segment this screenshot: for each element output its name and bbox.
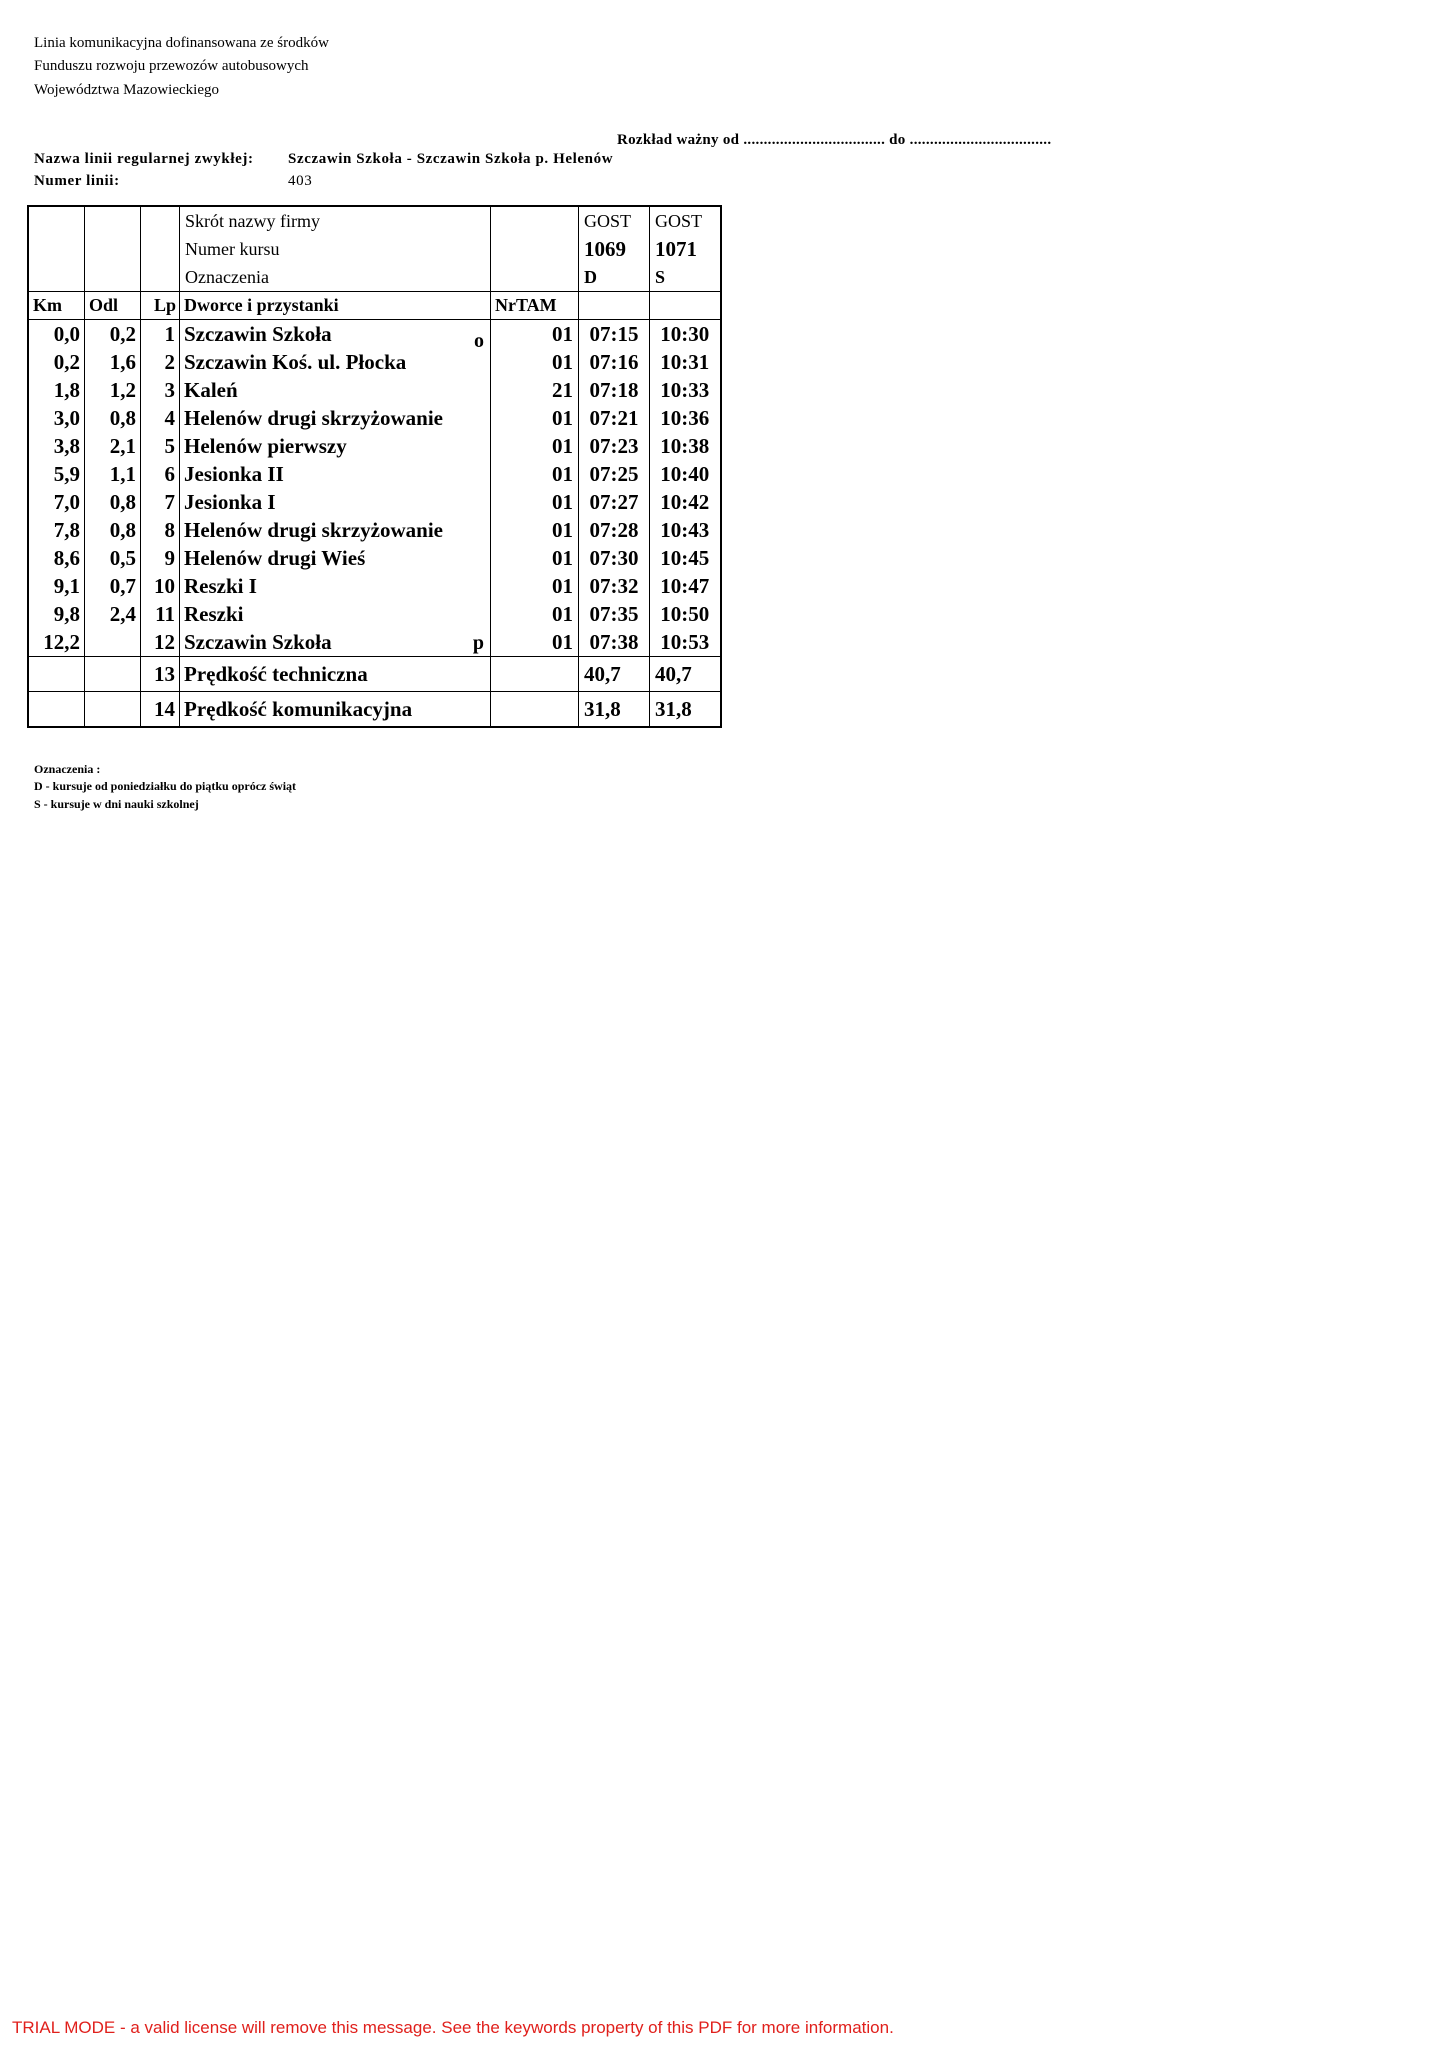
lp-cell: 3 <box>141 376 180 404</box>
lp-cell: 4 <box>141 404 180 432</box>
speed-label: Prędkość komunikacyjna <box>180 692 491 728</box>
time-course-1: 07:38 <box>579 628 650 657</box>
table-row <box>28 488 721 516</box>
stop-name: Kaleń <box>184 377 238 402</box>
stop-name-cell <box>180 628 491 657</box>
km-cell: 1,8 <box>28 376 85 404</box>
odl-cell: 0,8 <box>85 516 141 544</box>
nrtam-cell: 01 <box>491 404 579 432</box>
time-course-2: 10:40 <box>650 460 721 488</box>
lp-cell: 12 <box>141 628 180 657</box>
lp-cell: 2 <box>141 348 180 376</box>
validity-period: Rozkład ważny od ................................... do ................................... <box>617 132 1052 148</box>
table-row <box>28 376 721 404</box>
lp-cell: 6 <box>141 460 180 488</box>
time-course-1: 07:30 <box>579 544 650 572</box>
line-number-row <box>34 173 313 190</box>
time-course-2: 10:53 <box>650 628 721 657</box>
company-label: Skrót nazwy firmy <box>180 206 491 235</box>
nrtam-cell: 01 <box>491 320 579 349</box>
time-course-1: 07:23 <box>579 432 650 460</box>
course-number-row <box>28 235 721 263</box>
lp-cell: 9 <box>141 544 180 572</box>
speed-label: Prędkość techniczna <box>180 657 491 692</box>
km-cell: 0,2 <box>28 348 85 376</box>
stop-mark: p <box>472 632 484 654</box>
table-row <box>28 432 721 460</box>
speed-course-1: 40,7 <box>579 657 650 692</box>
stop-name-cell <box>180 320 491 352</box>
km-cell: 7,0 <box>28 488 85 516</box>
legend-title: Oznaczenia : <box>34 762 101 776</box>
stop-mark: o <box>474 330 484 352</box>
table-row <box>28 544 721 572</box>
stop-name-cell <box>180 544 491 572</box>
nrtam-cell: 01 <box>491 488 579 516</box>
stop-name: Jesionka II <box>184 461 284 486</box>
time-course-2: 10:31 <box>650 348 721 376</box>
odl-cell: 0,8 <box>85 404 141 432</box>
time-course-1: 07:18 <box>579 376 650 404</box>
odl-cell: 0,7 <box>85 572 141 600</box>
col-km: Km <box>28 292 85 320</box>
col-stops: Dworce i przystanki <box>180 292 491 320</box>
odl-cell: 1,6 <box>85 348 141 376</box>
km-cell: 9,8 <box>28 600 85 628</box>
legend-item-s: S - kursuje w dni nauki szkolnej <box>34 797 199 811</box>
col-nrtam: NrTAM <box>491 292 579 320</box>
lp-cell: 1 <box>141 320 180 349</box>
time-course-1: 07:27 <box>579 488 650 516</box>
course-1-company: GOST <box>579 206 650 235</box>
km-cell: 8,6 <box>28 544 85 572</box>
odl-cell: 1,2 <box>85 376 141 404</box>
stop-name: Szczawin Koś. ul. Płocka <box>184 349 407 374</box>
nrtam-cell: 01 <box>491 544 579 572</box>
line-number-value: 403 <box>288 173 313 189</box>
speed-course-2: 31,8 <box>650 692 721 728</box>
lp-cell: 7 <box>141 488 180 516</box>
lp-cell: 5 <box>141 432 180 460</box>
nrtam-cell: 01 <box>491 432 579 460</box>
time-course-1: 07:32 <box>579 572 650 600</box>
course-2-company: GOST <box>650 206 721 235</box>
odl-cell: 0,8 <box>85 488 141 516</box>
table-row <box>28 320 721 349</box>
table-row <box>28 516 721 544</box>
marks-row <box>28 263 721 292</box>
funding-note-line-3: Województwa Mazowieckiego <box>34 82 219 98</box>
time-course-2: 10:38 <box>650 432 721 460</box>
stop-name: Helenów drugi skrzyżowanie <box>184 517 443 542</box>
lp-cell: 11 <box>141 600 180 628</box>
time-course-2: 10:43 <box>650 516 721 544</box>
course-1-mark: D <box>579 263 650 292</box>
time-course-2: 10:47 <box>650 572 721 600</box>
table-row <box>28 404 721 432</box>
time-course-2: 10:36 <box>650 404 721 432</box>
time-course-1: 07:15 <box>579 320 650 349</box>
odl-cell: 0,2 <box>85 320 141 349</box>
stop-name: Jesionka I <box>184 489 276 514</box>
stop-name-cell <box>180 516 491 544</box>
table-row <box>28 600 721 628</box>
stop-name: Helenów pierwszy <box>184 433 347 458</box>
lp-cell: 14 <box>141 692 180 728</box>
speed-course-2: 40,7 <box>650 657 721 692</box>
time-course-1: 07:21 <box>579 404 650 432</box>
time-course-1: 07:16 <box>579 348 650 376</box>
funding-note-line-2: Funduszu rozwoju przewozów autobusowych <box>34 58 309 74</box>
nrtam-cell: 01 <box>491 516 579 544</box>
stop-name: Helenów drugi Wieś <box>184 545 366 570</box>
time-course-2: 10:30 <box>650 320 721 349</box>
odl-cell <box>85 628 141 657</box>
time-course-1: 07:28 <box>579 516 650 544</box>
time-course-2: 10:50 <box>650 600 721 628</box>
time-course-1: 07:35 <box>579 600 650 628</box>
stop-name: Szczawin Szkoła <box>184 629 332 654</box>
nrtam-cell: 01 <box>491 348 579 376</box>
lp-cell: 10 <box>141 572 180 600</box>
stop-name: Reszki <box>184 601 244 626</box>
time-course-2: 10:45 <box>650 544 721 572</box>
stop-name-cell <box>180 488 491 516</box>
marks-label: Oznaczenia <box>180 263 491 292</box>
line-name-value: Szczawin Szkoła - Szczawin Szkoła p. Helenów <box>288 151 614 167</box>
time-course-1: 07:25 <box>579 460 650 488</box>
course-1-number: 1069 <box>579 235 650 263</box>
timetable <box>27 205 722 728</box>
odl-cell: 1,1 <box>85 460 141 488</box>
nrtam-cell: 01 <box>491 460 579 488</box>
table-row <box>28 460 721 488</box>
line-name-label: Nazwa linii regularnej zwykłej: <box>34 151 254 167</box>
company-row <box>28 206 721 235</box>
km-cell: 5,9 <box>28 460 85 488</box>
nrtam-cell: 01 <box>491 600 579 628</box>
nrtam-cell: 01 <box>491 628 579 657</box>
col-lp: Lp <box>141 292 180 320</box>
stop-name: Reszki I <box>184 573 257 598</box>
km-cell: 3,8 <box>28 432 85 460</box>
stop-name-cell <box>180 348 491 376</box>
km-cell: 12,2 <box>28 628 85 657</box>
col-odl: Odl <box>85 292 141 320</box>
km-cell: 0,0 <box>28 320 85 349</box>
stop-name-cell <box>180 572 491 600</box>
technical-speed-row <box>28 657 721 692</box>
km-cell: 3,0 <box>28 404 85 432</box>
stop-name-cell <box>180 432 491 460</box>
table-row <box>28 348 721 376</box>
legend-item-d: D - kursuje od poniedziałku do piątku oprócz świąt <box>34 779 297 793</box>
time-course-2: 10:42 <box>650 488 721 516</box>
stop-name: Szczawin Szkoła <box>184 321 332 346</box>
line-number-label: Numer linii: <box>34 173 120 189</box>
trial-watermark: TRIAL MODE - a valid license will remove this message. See the keywords property of this PDF for more information. <box>12 2018 894 2037</box>
course-number-label: Numer kursu <box>180 235 491 263</box>
column-header-row <box>28 292 721 320</box>
time-course-2: 10:33 <box>650 376 721 404</box>
odl-cell: 2,1 <box>85 432 141 460</box>
nrtam-cell: 21 <box>491 376 579 404</box>
km-cell: 9,1 <box>28 572 85 600</box>
speed-course-1: 31,8 <box>579 692 650 728</box>
course-2-number: 1071 <box>650 235 721 263</box>
stop-name: Helenów drugi skrzyżowanie <box>184 405 443 430</box>
stop-name-cell <box>180 404 491 432</box>
lp-cell: 8 <box>141 516 180 544</box>
odl-cell: 0,5 <box>85 544 141 572</box>
course-2-mark: S <box>650 263 721 292</box>
stop-name-cell <box>180 460 491 488</box>
line-name-row <box>34 151 614 168</box>
funding-note-line-1: Linia komunikacyjna dofinansowana ze środków <box>34 35 329 51</box>
km-cell: 7,8 <box>28 516 85 544</box>
communication-speed-row <box>28 692 721 728</box>
table-row <box>28 628 721 657</box>
nrtam-cell: 01 <box>491 572 579 600</box>
stop-name-cell <box>180 376 491 404</box>
lp-cell: 13 <box>141 657 180 692</box>
table-row <box>28 572 721 600</box>
odl-cell: 2,4 <box>85 600 141 628</box>
stop-name-cell <box>180 600 491 628</box>
